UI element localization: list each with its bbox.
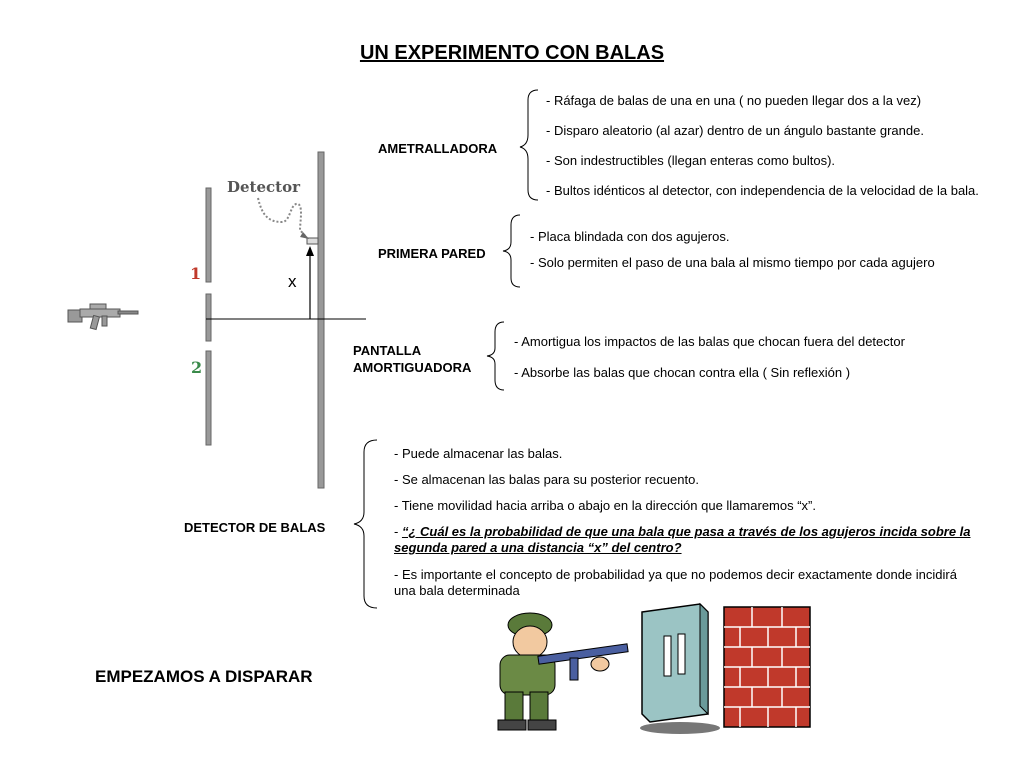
target-plate-illustration [640, 604, 720, 734]
primera-pared-item-2: - Solo permiten el paso de una bala al mismo tiempo por cada agujero [530, 255, 935, 270]
pantalla-label-line2: AMORTIGUADORA [353, 360, 472, 375]
hole-2-label: 2 [191, 358, 203, 377]
detector-de-balas-label: DETECTOR DE BALAS [184, 520, 326, 535]
primera-pared-item-1: - Placa blindada con dos agujeros. [530, 229, 730, 244]
wall1-top-segment [206, 188, 211, 282]
detector-item-last: - Es importante el concepto de probabilidad ya que no podemos decir exactamente donde incidirá una bala determinada [394, 567, 957, 598]
wall1-bottom-segment [206, 351, 211, 445]
detector-question-prefix: - [394, 524, 402, 539]
primera-pared-label: PRIMERA PARED [378, 246, 486, 261]
detector-label: Detector [227, 178, 300, 196]
page-title: UN EXPERIMENTO CON BALAS [359, 42, 665, 64]
brace-primera-pared [503, 215, 520, 287]
hole-1-label: 1 [190, 264, 202, 283]
ametralladora-item-4: - Bultos idénticos al detector, con independencia de la velocidad de la bala. [546, 183, 979, 198]
brace-detector [354, 440, 377, 608]
detector-pointer [258, 198, 307, 238]
detector-question [394, 524, 974, 556]
x-arrow-head [306, 246, 314, 256]
x-label: x [288, 272, 297, 291]
pantalla-item-1: - Amortigua los impactos de las balas que chocan fuera del detector [514, 334, 905, 349]
brace-ametralladora [520, 90, 538, 200]
rifle-icon [68, 304, 138, 330]
footer-text: EMPEZAMOS A DISPARAR [95, 667, 313, 686]
detector-item-1: - Puede almacenar las balas. [394, 446, 563, 461]
soldier-illustration [498, 613, 628, 730]
ametralladora-item-3: - Son indestructibles (llegan enteras como bultos). [546, 153, 836, 168]
ametralladora-item-2: - Disparo aleatorio (al azar) dentro de un ángulo bastante grande. [546, 123, 924, 138]
pantalla-label-line1: PANTALLA [353, 343, 422, 358]
detector-item-3: - Tiene movilidad hacia arriba o abajo en la dirección que llamaremos “x”. [394, 498, 816, 513]
brace-pantalla [487, 322, 504, 390]
wall1-middle-segment [206, 294, 211, 341]
pantalla-item-2: - Absorbe las balas que chocan contra ella ( Sin reflexión ) [514, 365, 851, 380]
detector-item-2: - Se almacenan las balas para su posterior recuento. [394, 472, 699, 487]
ametralladora-item-1: - Ráfaga de balas de una en una ( no pueden llegar dos a la vez) [546, 93, 922, 108]
ametralladora-label: AMETRALLADORA [378, 141, 498, 156]
second-wall [318, 152, 324, 488]
detector-question-text: “¿ Cuál es la probabilidad de que una bala que pasa a través de los agujeros incida sobre la segunda pared a una distancia “x” del centro? [394, 524, 971, 555]
brick-wall-illustration [724, 607, 810, 727]
